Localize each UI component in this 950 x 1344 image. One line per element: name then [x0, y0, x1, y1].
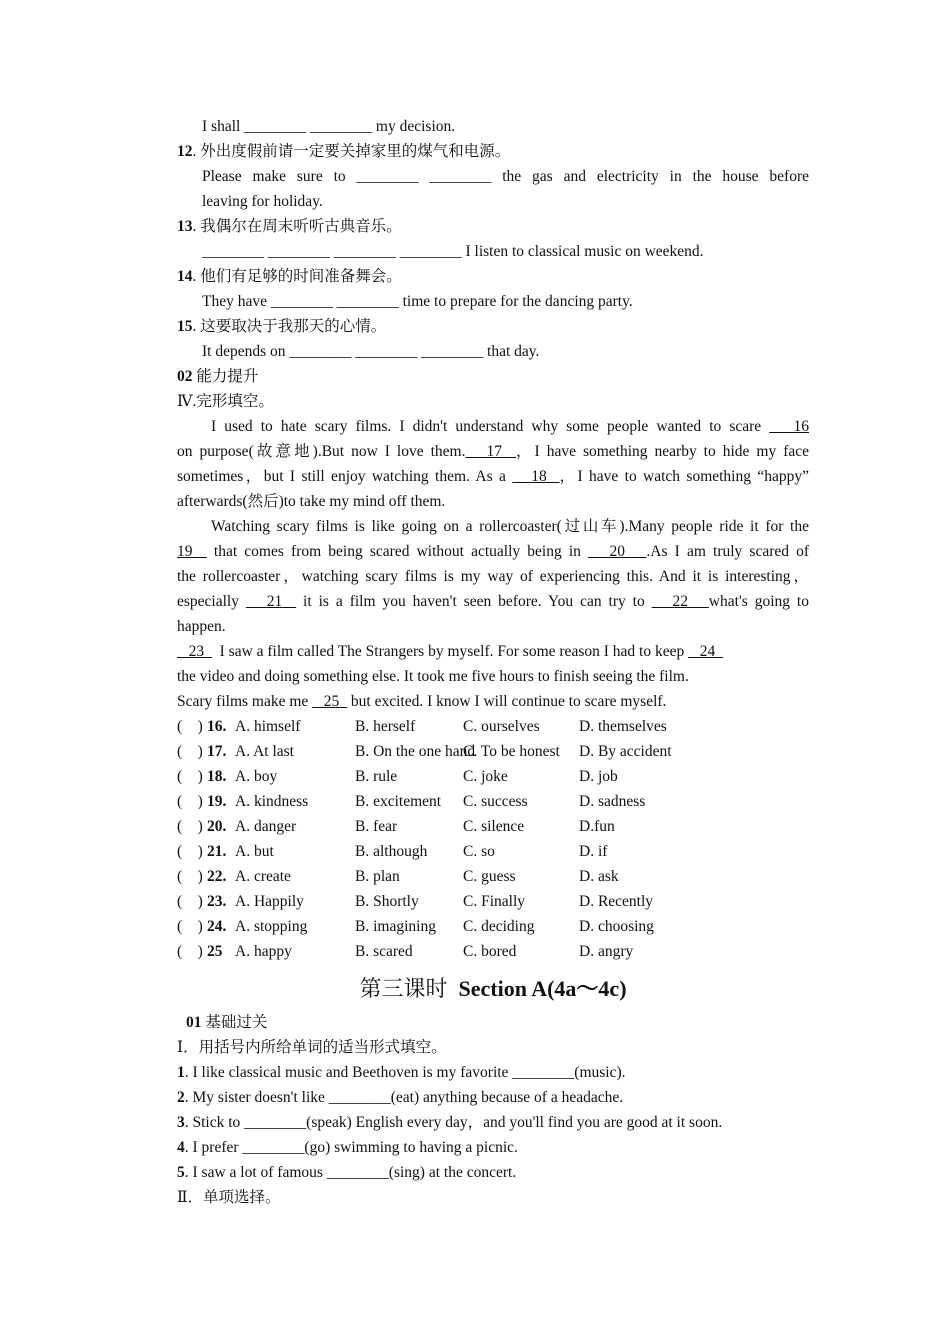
option-row — [177, 789, 809, 814]
passage-line: especially 21 it is a film you haven't seen before. You can try to 22 what's going to — [177, 593, 809, 610]
option-b: B. fear — [355, 818, 398, 835]
option-d: D. job — [579, 768, 618, 785]
blank-19: 19 — [177, 543, 193, 560]
option-row — [177, 714, 809, 739]
answer-paren[interactable]: ( ) — [177, 868, 203, 885]
blank-23: 23 — [188, 643, 205, 660]
blank-16: 16 — [793, 418, 809, 435]
option-c: C. so — [463, 843, 495, 860]
passage-line: on purpose(故意地).But now I love them. 17 ，I have something nearby to hide my face — [177, 443, 809, 460]
chinese-prompt: 他们有足够的时间准备舞会。 — [200, 268, 402, 285]
option-c: C. ourselves — [463, 718, 540, 735]
fill-item: 5. I saw a lot of famous ________(sing) at the concert. — [177, 1164, 517, 1181]
option-a: A. Happily — [235, 893, 304, 910]
option-a: A. boy — [235, 768, 278, 785]
sentence-line: I shall ________ ________ my decision. — [202, 118, 456, 135]
option-b: B. Shortly — [355, 893, 419, 910]
passage-line: the video and doing something else. It took me five hours to finish seeing the film. — [177, 668, 689, 685]
fill-item: 3. Stick to ________(speak) English every day，and you'll find you are good at it soon. — [177, 1114, 723, 1131]
question-number: 18. — [207, 768, 227, 785]
option-a: A. kindness — [235, 793, 309, 810]
chinese-prompt: 我偶尔在周末听听古典音乐。 — [200, 218, 402, 235]
option-c: C. guess — [463, 868, 516, 885]
option-d: D. sadness — [579, 793, 646, 810]
options-list — [177, 714, 809, 964]
blank-17: 17 — [486, 443, 502, 460]
answer-paren[interactable]: ( ) — [177, 793, 203, 810]
translation-item-12: 12. 外出度假前请一定要关掉家里的煤气和电源。 — [177, 143, 511, 160]
blank-24: 24 — [699, 643, 716, 660]
passage-line: 23 I saw a film called The Strangers by myself. For some reason I had to keep 24 — [177, 639, 809, 664]
option-d: D. if — [579, 843, 608, 860]
option-d: D. themselves — [579, 718, 667, 735]
option-a: A. At last — [235, 743, 294, 760]
item-number: 14 — [177, 268, 193, 285]
option-b: B. scared — [355, 943, 413, 960]
option-c: C. success — [463, 793, 528, 810]
option-row — [177, 764, 809, 789]
question-number: 19. — [207, 793, 227, 810]
part-heading: Ⅱ．单项选择。 — [177, 1189, 281, 1206]
passage-line: the rollercoaster，watching scary films is my way of experiencing this. And it is interesting， — [177, 568, 809, 585]
option-b: B. although — [355, 843, 428, 860]
option-a: A. but — [235, 843, 274, 860]
english-line: leaving for holiday. — [202, 193, 323, 210]
answer-paren[interactable]: ( ) — [177, 943, 203, 960]
fill-item: 4. I prefer ________(go) swimming to having a picnic. — [177, 1139, 518, 1156]
option-b: B. imagining — [355, 918, 436, 935]
blank-20: 20 — [609, 543, 625, 560]
passage-line: Scary films make me 25 but excited. I know I will continue to scare myself. — [177, 693, 667, 710]
option-c: C. bored — [463, 943, 517, 960]
option-row — [177, 739, 809, 764]
passage-line: Watching scary films is like going on a rollercoaster(过山车).Many people ride it for the — [211, 518, 809, 535]
option-c: C. To be honest — [463, 743, 560, 760]
option-b: B. excitement — [355, 793, 442, 810]
translation-item-14: 14. 他们有足够的时间准备舞会。 — [177, 268, 402, 285]
option-row — [177, 914, 809, 939]
option-row — [177, 939, 809, 964]
section-number: 01 — [186, 1014, 202, 1031]
answer-paren[interactable]: ( ) — [177, 718, 203, 735]
question-number: 24. — [207, 918, 227, 935]
option-a: A. stopping — [235, 918, 308, 935]
passage-line: 19 that comes from being scared without actually being in 20 .As I am truly scared of — [177, 543, 810, 560]
option-c: C. deciding — [463, 918, 535, 935]
question-number: 16. — [207, 718, 227, 735]
blank-18: 18 — [531, 468, 547, 485]
answer-paren[interactable]: ( ) — [177, 843, 203, 860]
question-number: 22. — [207, 868, 227, 885]
english-line: They have ________ ________ time to prepare for the dancing party. — [202, 293, 633, 310]
option-row — [177, 864, 809, 889]
passage-line: I used to hate scary films. I didn't understand why some people wanted to scare 16 — [211, 418, 809, 435]
option-a: A. danger — [235, 818, 297, 835]
section-heading — [177, 364, 809, 389]
worksheet-page — [177, 114, 809, 1210]
option-d: D. ask — [579, 868, 619, 885]
passage-line: happen. — [177, 618, 226, 635]
answer-paren[interactable]: ( ) — [177, 743, 203, 760]
option-d: D. choosing — [579, 918, 654, 935]
part-heading: Ⅰ．用括号内所给单词的适当形式填空。 — [177, 1039, 447, 1056]
lesson-title-cn: 第三课时 — [359, 976, 448, 1001]
option-c: C. silence — [463, 818, 525, 835]
option-row — [177, 814, 809, 839]
translation-item-13: 13. 我偶尔在周末听听古典音乐。 — [177, 218, 402, 235]
option-b: B. plan — [355, 868, 400, 885]
fill-item: 2. My sister doesn't like ________(eat) anything because of a headache. — [177, 1089, 624, 1106]
option-b: B. herself — [355, 718, 416, 735]
section-label: 能力提升 — [196, 368, 259, 385]
option-c: C. joke — [463, 768, 508, 785]
chinese-prompt: 外出度假前请一定要关掉家里的煤气和电源。 — [200, 143, 511, 160]
option-c: C. Finally — [463, 893, 526, 910]
question-number: 23. — [207, 893, 227, 910]
answer-paren[interactable]: ( ) — [177, 768, 203, 785]
passage-line: afterwards(然后)to take my mind off them. — [177, 493, 446, 510]
item-number: 12 — [177, 143, 193, 160]
option-d: D. By accident — [579, 743, 672, 760]
lesson-title — [177, 968, 809, 1010]
english-line: ________ ________ ________ ________ I listen to classical music on weekend. — [202, 243, 704, 260]
english-line: It depends on ________ ________ ________ that day. — [202, 343, 540, 360]
option-a: A. create — [235, 868, 291, 885]
option-a: A. happy — [235, 943, 292, 960]
question-number: 25 — [207, 943, 223, 960]
item-number: 15 — [177, 318, 193, 335]
section-label: 基础过关 — [205, 1014, 268, 1031]
chinese-prompt: 这要取决于我那天的心情。 — [200, 318, 387, 335]
part-heading: Ⅳ.完形填空。 — [177, 393, 274, 410]
blank-22: 22 — [672, 593, 688, 610]
option-row — [177, 889, 809, 914]
option-d: D.fun — [579, 818, 615, 835]
passage-line: sometimes，but I still enjoy watching them. As a 18 ，I have to watch something “happy” — [177, 468, 809, 485]
option-d: D. Recently — [579, 893, 654, 910]
option-b: B. On the one hand — [355, 743, 476, 760]
fill-item: 1. I like classical music and Beethoven is my favorite ________(music). — [177, 1064, 626, 1081]
answer-paren[interactable]: ( ) — [177, 918, 203, 935]
blank-25: 25 — [323, 693, 340, 710]
item-number: 13 — [177, 218, 193, 235]
blank-21: 21 — [266, 593, 283, 610]
option-d: D. angry — [579, 943, 634, 960]
question-number: 17. — [207, 743, 227, 760]
section-heading — [177, 1010, 809, 1035]
option-a: A. himself — [235, 718, 301, 735]
english-line: Please make sure to ________ ________ the gas and electricity in the house before — [202, 168, 809, 185]
lesson-title-en: Section A(4a～4c) — [458, 976, 627, 1001]
translation-item-15: 15. 这要取决于我那天的心情。 — [177, 318, 387, 335]
question-number: 21. — [207, 843, 227, 860]
option-row — [177, 839, 809, 864]
answer-paren[interactable]: ( ) — [177, 893, 203, 910]
question-number: 20. — [207, 818, 227, 835]
section-number: 02 — [177, 368, 193, 385]
answer-paren[interactable]: ( ) — [177, 818, 203, 835]
option-b: B. rule — [355, 768, 398, 785]
